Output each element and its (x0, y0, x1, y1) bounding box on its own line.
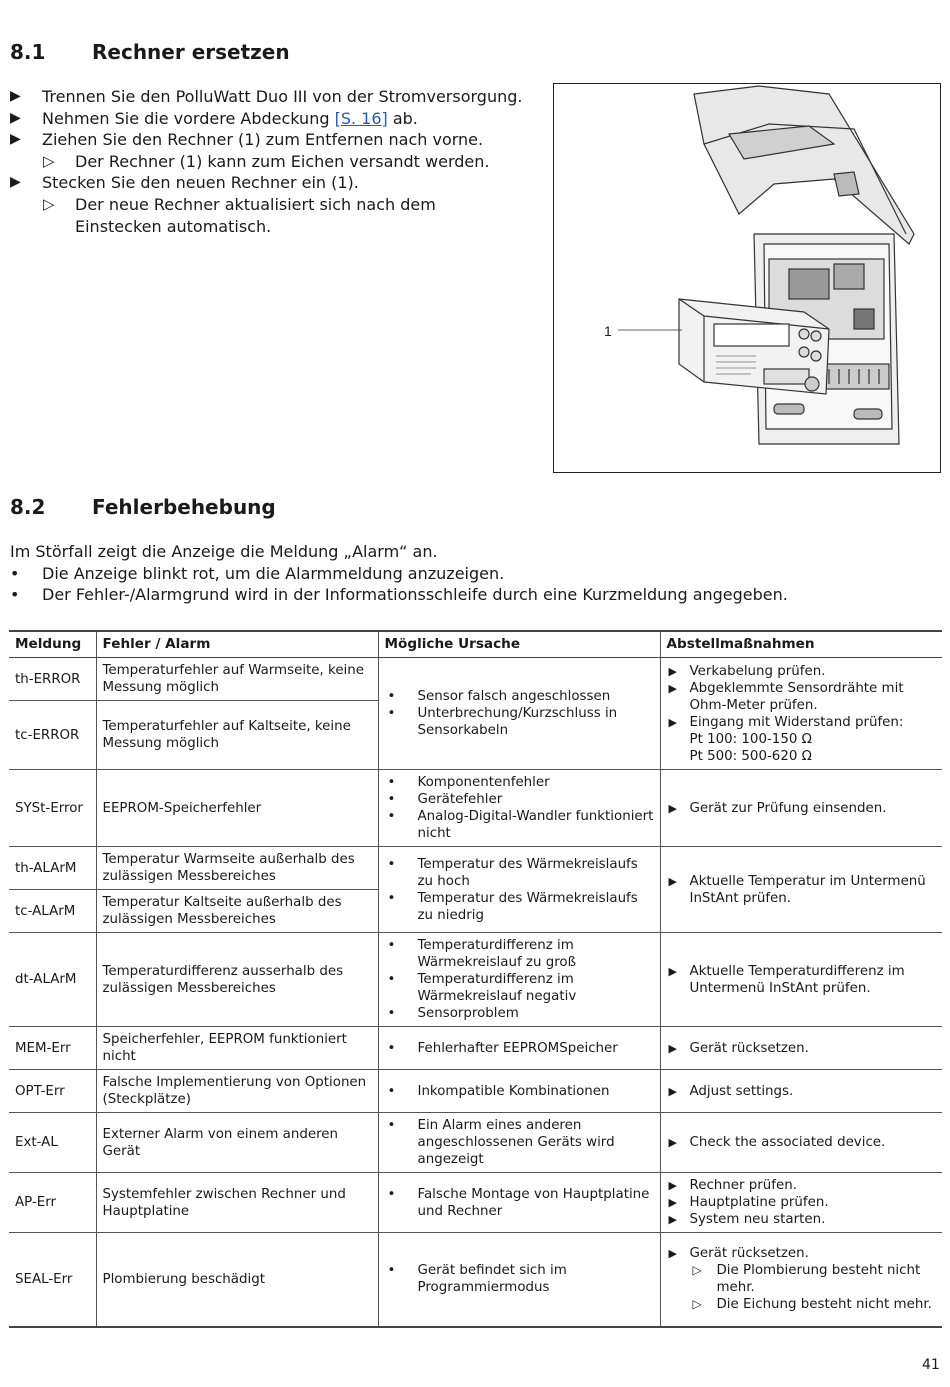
action-item (667, 1040, 937, 1057)
result-text: Der neue Rechner aktualisiert sich nach dem Einstecken automatisch. (75, 194, 436, 236)
error-cell: Temperaturdifferenz ausserhalb des zulässigen Messbereiches (96, 933, 378, 1027)
step-text: Trennen Sie den PolluWatt Duo III von der Stromversorgung. (42, 87, 523, 106)
cause-item: • Unterbrechung/Kurzschluss in Sensorkabeln (385, 705, 654, 739)
section-title: Rechner ersetzen (92, 40, 290, 64)
action-text: Eingang mit Widerstand prüfen: (689, 714, 904, 730)
table-row (9, 658, 942, 701)
table-row (9, 770, 942, 847)
intro-paragraph (10, 541, 930, 606)
troubleshooting-table (9, 630, 942, 1328)
action-cell (660, 658, 942, 770)
code-cell: AP-Err (9, 1173, 96, 1233)
result-arrow-icon: ▷ (692, 1263, 702, 1278)
table-row (9, 1173, 942, 1233)
cause-item: • Gerät befindet sich im Programmiermodus (385, 1262, 654, 1296)
step-arrow-icon: ▶ (668, 1179, 677, 1192)
cause-cell (378, 770, 660, 847)
step-text: Ziehen Sie den Rechner (1) zum Entfernen nach vorne. (42, 130, 484, 150)
action-item (667, 1083, 937, 1100)
result-arrow-icon: ▷ (43, 194, 55, 213)
result-text: Die Eichung besteht nicht mehr. (716, 1297, 932, 1313)
action-text: Adjust settings. (689, 1083, 794, 1099)
action-item (667, 1134, 937, 1151)
cause-item: • Temperaturdifferenz im Wärmekreislauf zu groß (385, 937, 654, 971)
intro-text: Im Störfall zeigt die Anzeige die Meldung „Alarm“ an. (10, 542, 438, 561)
action-text: System neu starten. (689, 1212, 826, 1227)
action-cell (660, 770, 942, 847)
action-item (667, 680, 937, 714)
action-text: Abgeklemmte Sensordrähte mit Ohm-Meter prüfen. (689, 680, 904, 713)
action-item (667, 1177, 937, 1194)
step-3 (10, 129, 550, 151)
action-item (667, 1194, 937, 1211)
step-arrow-icon: ▶ (10, 88, 21, 104)
cause-cell (378, 1173, 660, 1233)
action-item (667, 963, 937, 997)
action-cell (660, 933, 942, 1027)
step-1 (10, 86, 550, 108)
cause-cell (378, 847, 660, 933)
step-arrow-icon: ▶ (10, 174, 21, 191)
action-cell (660, 1173, 942, 1233)
table-row (9, 1070, 942, 1113)
bullet-text: Der Fehler-/Alarmgrund wird in der Informationsschleife durch eine Kurzmeldung angegeben. (42, 585, 788, 605)
column-header-massnahmen: Abstellmaßnahmen (660, 631, 942, 658)
page-reference-link[interactable]: [S. 16] (334, 108, 388, 128)
result-arrow-icon: ▷ (43, 151, 55, 170)
step-arrow-icon: ▶ (668, 664, 677, 678)
column-header-fehler: Fehler / Alarm (96, 631, 378, 658)
action-item (667, 800, 937, 817)
table-row (9, 933, 942, 1027)
table-header-row (9, 631, 942, 658)
bullet-text: Die Anzeige blinkt rot, um die Alarmmeldung anzuzeigen. (42, 563, 505, 583)
cause-item: • Gerätefehler (385, 791, 654, 808)
action-text: Gerät rücksetzen. (689, 1246, 809, 1262)
section-number: 8.1 (10, 40, 46, 64)
step-arrow-icon: ▶ (668, 1213, 677, 1226)
step-arrow-icon: ▶ (668, 1247, 677, 1261)
result-text: Der Rechner (1) kann zum Eichen versandt werden. (75, 151, 490, 171)
action-item (667, 1245, 937, 1262)
error-cell: Systemfehler zwischen Rechner und Hauptplatine (96, 1173, 378, 1233)
step-arrow-icon: ▶ (668, 964, 677, 978)
error-cell: Temperaturfehler auf Warmseite, keine Messung möglich (96, 658, 378, 701)
error-cell: Falsche Implementierung von Optionen (Steckplätze) (96, 1070, 378, 1113)
action-text: Verkabelung prüfen. (689, 663, 826, 679)
error-cell: EEPROM-Speicherfehler (96, 770, 378, 847)
column-header-ursache: Mögliche Ursache (378, 631, 660, 658)
cause-cell (378, 1233, 660, 1327)
action-text: Aktuelle Temperaturdifferenz im Untermenü InStAnt prüfen. (689, 963, 905, 996)
result-text: Die Plombierung besteht nicht mehr. (716, 1263, 921, 1296)
intro-bullet-2 (10, 584, 930, 606)
action-text: Aktuelle Temperatur im Untermenü InStAnt prüfen. (689, 873, 926, 906)
device-illustration (554, 84, 940, 472)
step-arrow-icon: ▶ (668, 874, 677, 888)
action-cell (660, 1027, 942, 1070)
cause-item: • Temperatur des Wärmekreislaufs zu niedrig (385, 890, 654, 924)
action-text: Check the associated device. (689, 1135, 886, 1150)
cause-item: • Temperaturdifferenz im Wärmekreislauf negativ (385, 971, 654, 1005)
action-text: Gerät zur Prüfung einsenden. (689, 800, 887, 816)
action-item (667, 873, 937, 907)
code-cell: th-ALArM (9, 847, 96, 890)
error-cell: Temperatur Kaltseite außerhalb des zulässigen Messbereiches (96, 890, 378, 933)
cause-item: • Fehlerhafter EEPROMSpeicher (385, 1040, 654, 1057)
table-row (9, 1027, 942, 1070)
column-header-meldung: Meldung (9, 631, 96, 658)
action-value: Pt 100: 100-150 Ω (689, 731, 812, 747)
page-number: 41 (922, 1357, 940, 1373)
cause-item: • Komponentenfehler (385, 774, 654, 791)
cause-cell (378, 1113, 660, 1173)
action-result (667, 1262, 937, 1296)
action-item (667, 1211, 937, 1228)
step-4 (10, 172, 550, 194)
cause-item: • Sensor falsch angeschlossen (385, 688, 654, 705)
action-value: Pt 500: 500-620 Ω (689, 748, 812, 764)
action-text: Hauptplatine prüfen. (689, 1195, 829, 1210)
action-cell (660, 1233, 942, 1327)
action-text: Rechner prüfen. (689, 1178, 797, 1193)
action-result (667, 1296, 937, 1313)
cause-item: • Sensorproblem (385, 1005, 654, 1022)
step-arrow-icon: ▶ (668, 1196, 677, 1209)
cause-cell (378, 1027, 660, 1070)
code-cell: OPT-Err (9, 1070, 96, 1113)
cause-item: • Temperatur des Wärmekreislaufs zu hoch (385, 856, 654, 890)
step-2 (10, 108, 550, 130)
action-cell (660, 1113, 942, 1173)
cause-item: • Analog-Digital-Wandler funktioniert nicht (385, 808, 654, 842)
cause-item: • Falsche Montage von Hauptplatine und Rechner (385, 1186, 654, 1220)
table-row (9, 847, 942, 890)
step-arrow-icon: ▶ (668, 1084, 677, 1098)
result-2 (10, 194, 495, 237)
code-cell: SEAL-Err (9, 1233, 96, 1327)
code-cell: dt-ALArM (9, 933, 96, 1027)
code-cell: Ext-AL (9, 1113, 96, 1173)
table-row (9, 1233, 942, 1327)
step-text: Nehmen Sie die vordere Abdeckung (42, 108, 335, 128)
section-number: 8.2 (10, 495, 46, 519)
section-title: Fehlerbehebung (92, 495, 276, 519)
cause-item: • Inkompatible Kombinationen (385, 1083, 654, 1100)
error-cell: Plombierung beschädigt (96, 1233, 378, 1327)
action-cell (660, 1070, 942, 1113)
code-cell: tc-ALArM (9, 890, 96, 933)
action-text: Gerät rücksetzen. (689, 1040, 809, 1056)
cause-cell (378, 1070, 660, 1113)
action-cell (660, 847, 942, 933)
code-cell: th-ERROR (9, 658, 96, 701)
result-1 (10, 151, 550, 173)
code-cell: tc-ERROR (9, 701, 96, 770)
step-text-end: ab. (387, 108, 418, 128)
code-cell: MEM-Err (9, 1027, 96, 1070)
error-cell: Externer Alarm von einem anderen Gerät (96, 1113, 378, 1173)
step-arrow-icon: ▶ (668, 1136, 677, 1149)
error-cell: Temperaturfehler auf Kaltseite, keine Messung möglich (96, 701, 378, 770)
action-item (667, 663, 937, 680)
instruction-steps (10, 86, 550, 237)
error-cell: Speicherfehler, EEPROM funktioniert nicht (96, 1027, 378, 1070)
bullet-icon: • (10, 563, 20, 583)
code-cell: SYSt-Error (9, 770, 96, 847)
step-text: Stecken Sie den neuen Rechner ein (1). (42, 173, 359, 193)
error-cell: Temperatur Warmseite außerhalb des zulässigen Messbereiches (96, 847, 378, 890)
step-arrow-icon: ▶ (10, 131, 21, 148)
step-arrow-icon: ▶ (668, 801, 677, 815)
step-arrow-icon: ▶ (668, 1041, 677, 1055)
cause-cell (378, 933, 660, 1027)
figure-callout-label: 1 (604, 323, 612, 339)
step-arrow-icon: ▶ (10, 109, 21, 126)
table-row (9, 1113, 942, 1173)
result-arrow-icon: ▷ (692, 1297, 702, 1312)
action-item (667, 714, 937, 731)
bullet-icon: • (10, 585, 20, 605)
cause-cell (378, 658, 660, 770)
step-arrow-icon: ▶ (668, 715, 677, 729)
cause-item: • Ein Alarm eines anderen angeschlossenen Geräts wird angezeigt (385, 1117, 654, 1168)
step-arrow-icon: ▶ (668, 681, 677, 695)
intro-bullet-1 (10, 563, 930, 585)
device-figure (553, 83, 941, 473)
